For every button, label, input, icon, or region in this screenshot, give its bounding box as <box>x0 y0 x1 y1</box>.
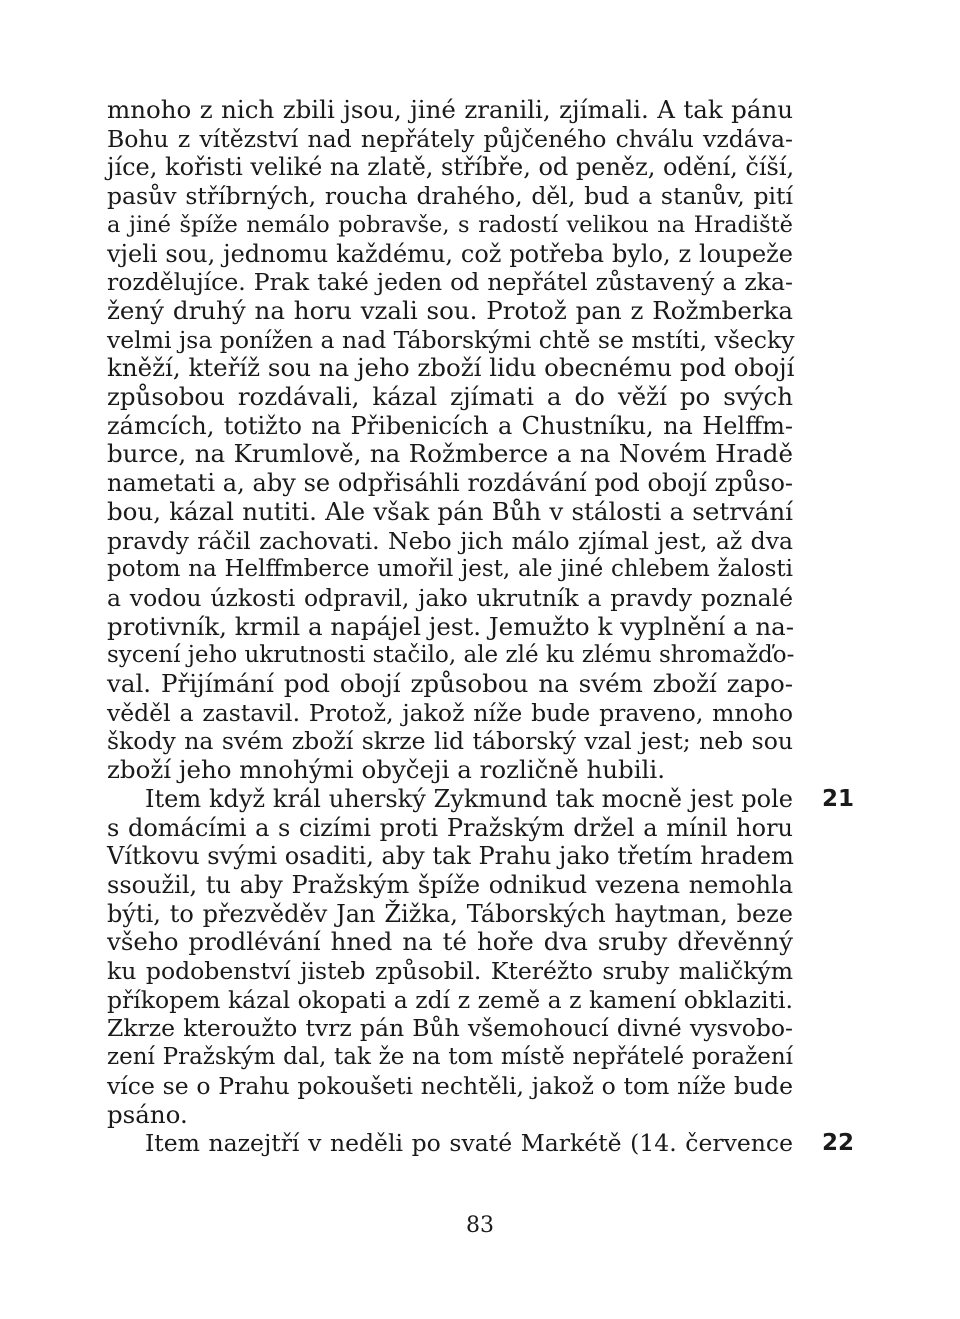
text-line: způsobou rozdávali, kázal zjímati a do věží po svých <box>107 382 793 411</box>
text-line: val. Přijímání pod obojí způsobou na svém zboží zapo- <box>107 669 793 698</box>
text-line: ku podobenství jisteb způsobil. Kteréžto sruby maličkým <box>107 957 793 985</box>
text-line: ssoužil, tu aby Pražským špíže odnikud vezena nemohla <box>107 870 793 899</box>
text-line: Zkrze kteroužto tvrz pán Bůh všemohoucí divné vysvobo- <box>107 1014 793 1043</box>
text-line: sycení jeho ukrutnosti stačilo, ale zlé ku zlému shromažďo- <box>107 642 795 669</box>
text-line: burce, na Krumlově, na Rožmberce a na Novém Hradě <box>107 439 793 469</box>
text-line: žený druhý na horu vzali sou. Protož pan z Rožmberka <box>107 295 793 325</box>
text-line: věděl a zastavil. Protož, jakož níže bude praveno, mnoho <box>107 698 793 727</box>
text-line: všeho prodlévání hned na té hoře dva sruby dřevěnný <box>107 927 793 957</box>
text-line: jíce, kořisti veliké na zlatě, stříbře, od peněz, odění, číší, <box>107 153 795 182</box>
text-line: potom na Helffmberce umořil jest, ale jiné chlebem žalosti <box>107 556 793 583</box>
text-line: více se o Prahu pokoušeti nechtěli, jakož o tom níže bude <box>107 1071 793 1100</box>
text-line: Item když král uherský Zykmund tak mocně jest pole <box>145 784 793 813</box>
text-line: rozdělujíce. Prak také jeden od nepřátel zůstavený a zka- <box>107 268 793 297</box>
text-line: pravdy ráčil zachovati. Nebo jich málo zjímal jest, až dva <box>107 526 793 555</box>
text-line: protivník, krmil a napájel jest. Jemužto k vyplnění a na- <box>107 611 795 641</box>
text-line: Item nazejtří v neděli po svaté Markétě (14. července <box>145 1129 793 1158</box>
text-line: a jiné špíže nemálo pobravše, s radostí velikou na Hradiště <box>107 211 793 238</box>
page-number: 83 <box>466 1213 494 1238</box>
text-line: příkopem kázal okopati a zdí z země a z kamení obklaziti. <box>107 985 793 1014</box>
text-line: pasův stříbrných, roucha drahého, děl, bud a stanův, pití <box>107 182 793 211</box>
text-line: vjeli sou, jednomu každému, což potřeba bylo, z loupeže <box>107 239 793 268</box>
text-line: býti, to přezvěděv Jan Žižka, Táborských haytman, beze <box>107 899 793 928</box>
text-line: bou, kázal nutiti. Ale však pán Bůh v stálosti a setrvání <box>107 496 793 526</box>
text-line: s domácími a s cizími proti Pražským držel a mínil horu <box>107 813 793 842</box>
text-line: velmi jsa ponížen a nad Táborskými chtě se mstíti, všecky <box>107 325 795 354</box>
text-line: zení Pražským dal, tak že na tom místě nepřátelé poražení <box>107 1044 793 1071</box>
text-line: Vítkovu svými osaditi, aby tak Prahu jako třetím hradem <box>107 842 794 871</box>
text-line: nametati a, aby se odpřisáhli rozdávání pod obojí způso- <box>107 469 793 498</box>
text-line: kněží, kteříž sou na jeho zboží lidu obecnému pod obojí <box>107 353 795 383</box>
text-line: zboží jeho mnohými obyčeji a rozličně hubili. <box>107 755 665 785</box>
margin-number: 21 <box>822 785 855 812</box>
text-line: mnoho z nich zbili jsou, jiné zranili, zjímali. A tak pánu <box>107 95 793 124</box>
text-line: a vodou úzkosti odpravil, jako ukrutník a pravdy poznalé <box>107 583 793 612</box>
text-line: zámcích, totižto na Přibenicích a Chustníku, na Helffm- <box>107 411 793 440</box>
margin-number: 22 <box>822 1130 855 1157</box>
text-line: Bohu z vítězství nad nepřátely půjčeného chválu vzdáva- <box>107 124 793 153</box>
text-line: škody na svém zboží skrze lid táborský vzal jest; neb sou <box>107 727 793 756</box>
text-line: psáno. <box>107 1099 188 1129</box>
